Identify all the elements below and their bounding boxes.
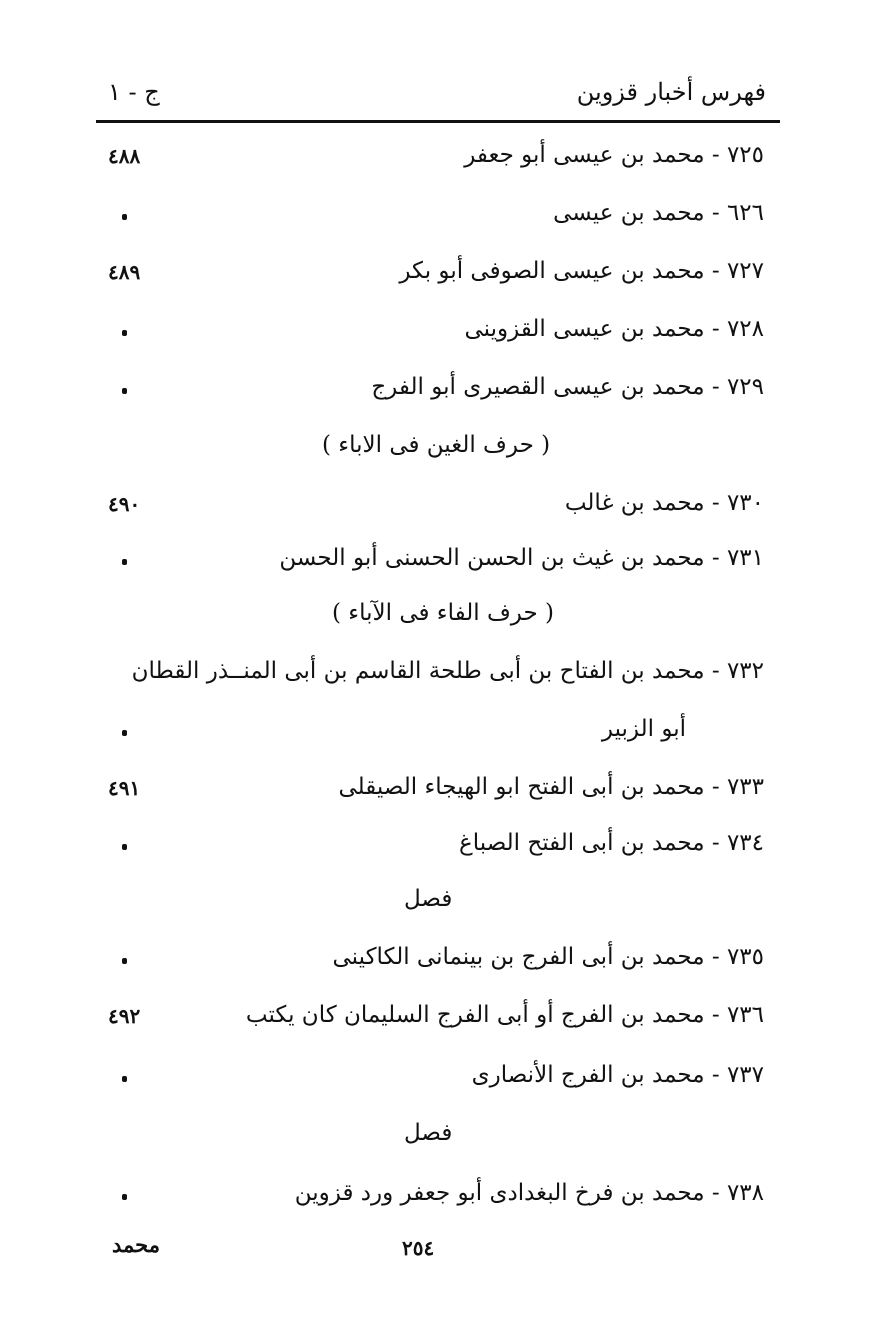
index-entry [96, 316, 772, 356]
entry-text: ٦٢٦ - محمد بن عيسى [553, 200, 764, 226]
entry-text: ٧٣١ - محمد بن غيث بن الحسن الحسنى أبو الحسن [279, 545, 764, 571]
entry-page-number: ٤٨٩ [108, 260, 141, 284]
entry-text: ٧٣٢ - محمد بن الفتاح بن أبى طلحة القاسم بن أبى المنــذر القطان [131, 658, 764, 684]
ditto-mark [122, 388, 127, 394]
entry-text: ٧٣٧ - محمد بن الفرج الأنصارى [471, 1062, 764, 1088]
entry-text: ٧٢٧ - محمد بن عيسى الصوفى أبو بكر [399, 258, 764, 284]
index-entry [96, 142, 772, 182]
page-number: ٢٥٤ [402, 1236, 435, 1260]
index-entry [96, 774, 772, 814]
entry-text: ٧٣٤ - محمد بن أبى الفتح الصباغ [459, 830, 764, 856]
ditto-mark [122, 730, 127, 736]
index-entry [96, 658, 772, 698]
running-title: فهرس أخبار قزوين [576, 78, 766, 106]
section-heading-ghain: ( حرف الغين فى الاباء ) [322, 432, 551, 458]
index-entry [96, 1002, 772, 1042]
index-entry [96, 374, 772, 414]
entry-text: ٧٣٣ - محمد بن أبى الفتح ابو الهيجاء الصيقلى [338, 774, 764, 800]
entry-text: ٧٣٨ - محمد بن فرخ البغدادى أبو جعفر ورد قزوين [294, 1180, 764, 1206]
ditto-mark [122, 330, 127, 336]
index-entry [96, 1062, 772, 1102]
entry-text: أبو الزبير [601, 716, 686, 742]
section-heading-fasl: فصل [404, 1120, 453, 1146]
entry-page-number: ٤٩٠ [108, 492, 141, 516]
volume-label: ج - ١ [108, 78, 160, 106]
section-heading-fa: ( حرف الفاء فى الآباء ) [332, 600, 555, 626]
entry-text: ٧٢٨ - محمد بن عيسى القزوينى [464, 316, 764, 342]
ditto-mark [122, 958, 127, 964]
entry-page-number: ٤٩٢ [108, 1004, 141, 1028]
entry-text: ٧٣٠ - محمد بن غالب [564, 490, 764, 516]
entry-page-number: ٤٨٨ [108, 144, 141, 168]
ditto-mark [122, 844, 127, 850]
entry-text: ٧٣٥ - محمد بن أبى الفرج بن بينمانى الكاكينى [332, 944, 764, 970]
entry-text: ٧٣٦ - محمد بن الفرج أو أبى الفرج السليمان كان يكتب [245, 1002, 764, 1028]
ditto-mark [122, 1076, 127, 1082]
index-entry [96, 1180, 772, 1220]
ditto-mark [122, 214, 127, 220]
entry-text: ٧٢٥ - محمد بن عيسى أبو جعفر [464, 142, 764, 168]
index-entry [96, 944, 772, 984]
index-entry [96, 258, 772, 298]
index-entry [96, 830, 772, 870]
running-header [96, 76, 780, 123]
ditto-mark [122, 1194, 127, 1200]
index-entry [96, 545, 772, 585]
catchword: محمد [112, 1232, 160, 1257]
section-heading-fasl: فصل [404, 886, 453, 912]
entry-page-number: ٤٩١ [108, 776, 141, 800]
index-entry [96, 490, 772, 530]
entry-text: ٧٢٩ - محمد بن عيسى القصيرى أبو الفرج [371, 374, 764, 400]
index-entry [96, 200, 772, 240]
ditto-mark [122, 559, 127, 565]
index-entry-continuation [96, 716, 772, 756]
